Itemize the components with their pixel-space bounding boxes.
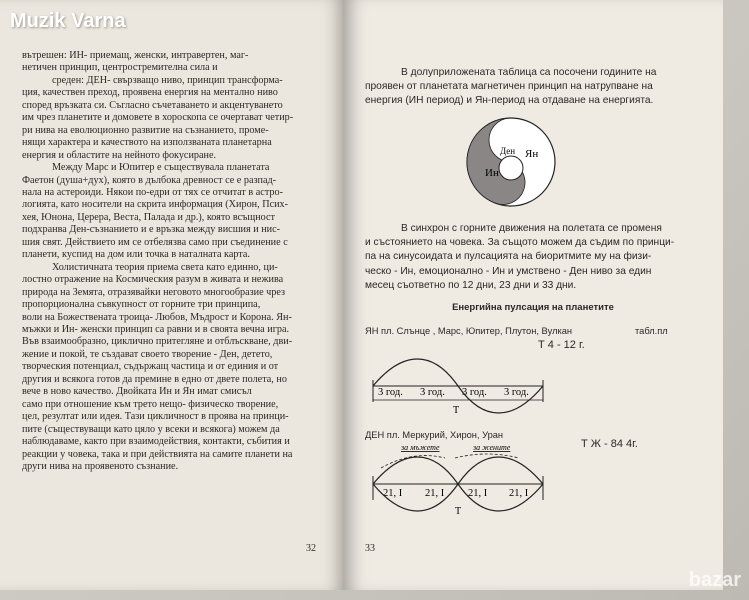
left-text-line: енергия и областите на нейното фокусиране.	[22, 149, 217, 161]
day-segment-label: 21, I	[383, 488, 403, 499]
left-text-line: според връзката си. Съгласно съчетаването и акцентуването	[22, 99, 283, 111]
left-text-line: воли на Божествената троица- Любов, Мъдрост и Корона. Ян-	[22, 311, 292, 323]
intro-line: проявен от планетата магнетичен принцип на натрупване на	[365, 81, 653, 93]
left-text-line: мъжки и Ин- женски принцип са равни и в своята вечна игра.	[22, 323, 290, 335]
left-text-line: реакции у човека, така и при действията на самите планети на	[22, 448, 293, 460]
day-planets-label: ДЕН пл. Меркурий, Хирон, Уран	[365, 430, 504, 440]
left-text-line: вътрешен: ИН- приемащ, женски, интравертен, маг-	[22, 50, 249, 61]
left-text-line: пите (съществуващи като цяло у всеки и всякога) можем да	[22, 423, 280, 435]
day-period-label: Т Ж - 84 4г.	[581, 438, 638, 450]
left-text-line: цел, резултат или идея. Тази цикличност в проява на принци-	[22, 411, 289, 423]
sync-line: В синхрон с горните движения на полетата се променя	[401, 223, 662, 234]
left-text-line: шия свят. Действието им се отбелязва само при съединение с	[22, 236, 288, 248]
sync-line: месец съответно по 12 дни, 23 дни и 33 дни.	[365, 279, 577, 291]
left-text-line: други нива на проявеното съзнание.	[22, 460, 179, 472]
pulsation-heading: Енергийна пулсация на планетите	[452, 302, 614, 313]
intro-line: енергия (ИН период) и Ян-период на отдаване на енергията.	[365, 95, 654, 107]
sync-line: ческо - Ин, емоционално - Ин и умствено - Ден ниво за един	[365, 265, 652, 277]
left-text-line: нала на астероиди. Някои по-едри от тях се отчитат в астро-	[22, 186, 283, 198]
yinyang-diagram	[455, 112, 575, 210]
left-text-line: творческия потенциал, съдържащ частица и от единия и от	[22, 361, 279, 373]
yang-period-label: Т 4 - 12 г.	[538, 339, 585, 351]
left-text-line: Холистичната теория приема света като единно, ци-	[52, 261, 278, 273]
intro-paragraph	[365, 66, 703, 109]
left-text-line: наблюдаваме, както при взаимодействия, контакти, събития и	[22, 436, 290, 448]
left-text-line: жение и покой, те създават своето творение - Ден, детето,	[22, 348, 273, 360]
day-arc-women	[455, 454, 519, 458]
left-page-text	[22, 50, 322, 473]
left-text-line: им чрез планетите и домовете в хороскопа се очертават четир-	[22, 112, 294, 124]
left-text-line: Между Марс и Юпитер е съществувала планетата	[52, 162, 270, 174]
day-t-label: Т	[455, 506, 462, 517]
left-page	[0, 0, 344, 590]
left-text-line: Фаетон (душа+дух), която в дълбока древност се е разпад-	[22, 174, 277, 186]
yang-segment-label: 3 год.	[420, 387, 445, 398]
yang-planets-label: ЯН пл. Слънце , Марс, Юпитер, Плутон, Вулкан	[365, 326, 573, 336]
right-page	[343, 0, 723, 590]
left-text-line: само при отношение към трето нещо- физическо творение,	[22, 398, 279, 410]
left-text-line: Във взаимообразно, циклично притегляне и отблъскване, дви-	[22, 336, 293, 348]
left-text-line: природа на Земята, отразявайки неговото многообразие чрез	[22, 286, 286, 298]
sync-line: и състоянието на човека. За същото можем да съдим по принци-	[365, 237, 675, 249]
yang-t-label: Т	[453, 405, 460, 416]
yang-segment-label: 3 год.	[504, 387, 529, 398]
left-text-line: планети, куспид на дом или точка в наталната карта.	[22, 249, 250, 261]
day-segment-label: 21, I	[468, 488, 488, 499]
day-segment-label: 21, I	[425, 488, 445, 499]
left-text-line: другия и всякога готов да премине в едно от двете полета, но	[22, 373, 287, 385]
left-text-line: вече в ново качество. Двойката Ин и Ян имат смисъл	[22, 386, 252, 398]
in-label: Ин	[485, 167, 499, 179]
sync-paragraph	[365, 222, 703, 293]
site-watermark: bazar	[688, 569, 741, 591]
left-text-line: логията, като носители на скрита информация (Хирон, Псих-	[22, 199, 289, 211]
yang-segment-label: 3 год.	[378, 387, 403, 398]
left-text-line: ция, качествен преход, проявена енергия на ментално ниво	[22, 87, 278, 99]
left-page-number: 32	[306, 543, 316, 554]
den-label: Ден	[500, 146, 516, 156]
day-sine-diagram	[363, 440, 563, 520]
day-arc-label-men: за мъжете	[401, 443, 440, 452]
left-text-line: пропорционална съвкупност от горните три принципа,	[22, 299, 261, 311]
den-circle	[499, 156, 523, 180]
left-text-line: подхранва Ден-съзнанието и е връзка между висшия и нис-	[22, 224, 281, 236]
right-page-number: 33	[365, 543, 375, 554]
table-reference: табл.пл	[635, 326, 668, 336]
yang-sine-diagram	[363, 350, 563, 422]
left-text-line: нящи характера и качеството на използваната планетарна	[22, 137, 272, 149]
intro-line: В долуприложената таблица са посочени годините на	[401, 67, 657, 78]
day-segment-label: 21, I	[509, 488, 529, 499]
left-text-line: хея, Юнона, Церера, Веста, Палада и др.), която всъщност	[22, 211, 275, 223]
brand-watermark: Muzik Varna	[10, 10, 126, 32]
sync-line: па на синусоидата и пулсацията на биоритмите му на физи-	[365, 251, 652, 263]
yang-segment-label: 3 год.	[462, 387, 487, 398]
left-text-line: нетичен принцип, центростремителна сила и	[22, 62, 218, 74]
left-text-line: ри нива на еволюционно развитие на съзнанието, проме-	[22, 124, 269, 136]
left-text-line: лостно отражение на Космическия разум в живата и нежива	[22, 274, 284, 286]
yan-label: Ян	[525, 148, 539, 160]
left-text-line: среден: ДЕН- свързващо ниво, принцип трансформа-	[52, 74, 283, 86]
day-arc-label-women: за жените	[473, 443, 511, 452]
